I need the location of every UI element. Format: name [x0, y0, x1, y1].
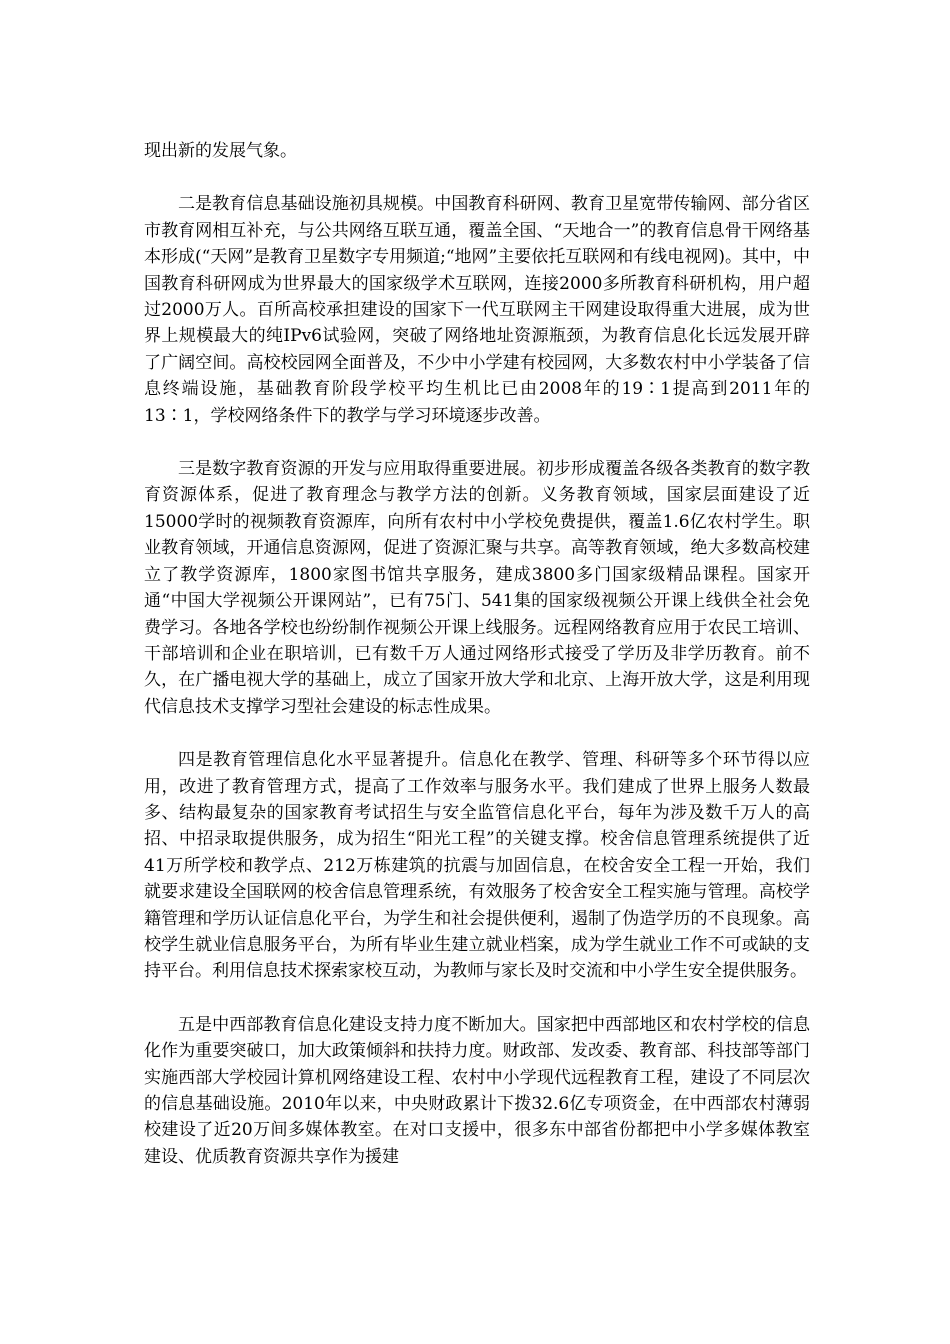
document-body [144, 138, 810, 1170]
paragraph-gap [144, 985, 810, 1012]
paragraph-gap [144, 429, 810, 456]
paragraph-infrastructure: 二是教育信息基础设施初具规模。中国教育科研网、教育卫星宽带传输网、部分省区市教育网相互补充，与公共网络互联互通，覆盖全国、“天地合一”的教育信息骨干网络基本形成(“天网”是教育卫星数字专用频道;“地网”主要依托互联网和有线电视网)。其中，中国教育科研网成为世界最大的国家级学术互联网，连接2000多所教育科研机构，用户超过2000万人。百所高校承担建设的国家下一代互联网主干网建设取得重大进展，成为世界上规模最大的纯IPv6试验网，突破了网络地址资源瓶颈，为教育信息化长远发展开辟了广阔空间。高校校园网全面普及，不少中小学建有校园网，大多数农村中小学装备了信息终端设施，基础教育阶段学校平均生机比已由2008年的19∶1提高到2011年的13∶1，学校网络条件下的教学与学习环境逐步改善。 [144, 194, 810, 426]
paragraph-continuation: 现出新的发展气象。 [144, 141, 297, 161]
paragraph-central-western: 五是中西部教育信息化建设支持力度不断加大。国家把中西部地区和农村学校的信息化作为重要突破口，加大政策倾斜和扶持力度。财政部、发改委、教育部、科技部等部门实施西部大学校园计算机网络建设工程、农村中小学现代远程教育工程，建设了不同层次的信息基础设施。2010年以来，中央财政累计下拨32.6亿专项资金，在中西部农村薄弱校建设了近20万间多媒体教室。在对口支援中，很多东中部省份都把中小学多媒体教室建设、优质教育资源共享作为援建 [144, 1014, 810, 1167]
paragraph-management: 四是教育管理信息化水平显著提升。信息化在教学、管理、科研等多个环节得以应用，改进了教育管理方式，提高了工作效率与服务水平。我们建成了世界上服务人数最多、结构最复杂的国家教育考试招生与安全监管信息化平台，每年为涉及数千万人的高招、中招录取提供服务，成为招生“阳光工程”的关键支撑。校舍信息管理系统提供了近41万所学校和教学点、212万栋建筑的抗震与加固信息，在校舍安全工程一开始，我们就要求建设全国联网的校舍信息管理系统，有效服务了校舍安全工程实施与管理。高校学籍管理和学历认证信息化平台，为学生和社会提供便利，遏制了伪造学历的不良现象。高校学生就业信息服务平台，为所有毕业生建立就业档案，成为学生就业工作不可或缺的支持平台。利用信息技术探索家校互动，为教师与家长及时交流和中小学生安全提供服务。 [144, 750, 810, 982]
paragraph-digital-resources: 三是数字教育资源的开发与应用取得重要进展。初步形成覆盖各级各类教育的数字教育资源体系，促进了教育理念与教学方法的创新。义务教育领域，国家层面建设了近15000学时的视频教育资源库，向所有农村中小学校免费提供，覆盖1.6亿农村学生。职业教育领域，开通信息资源网，促进了资源汇聚与共享。高等教育领域，绝大多数高校建立了教学资源库，1800家图书馆共享服务，建成3800多门国家级精品课程。国家开通“中国大学视频公开课网站”，已有75门、541集的国家级视频公开课上线供全社会免费学习。各地各学校也纷纷制作视频公开课上线服务。远程网络教育应用于农民工培训、干部培训和企业在职培训，已有数千万人通过网络形式接受了学历及非学历教育。前不久，在广播电视大学的基础上，成立了国家开放大学和北京、上海开放大学，这是利用现代信息技术支撑学习型社会建设的标志性成果。 [144, 459, 810, 717]
paragraph-gap [144, 720, 810, 747]
paragraph-gap [144, 164, 810, 191]
